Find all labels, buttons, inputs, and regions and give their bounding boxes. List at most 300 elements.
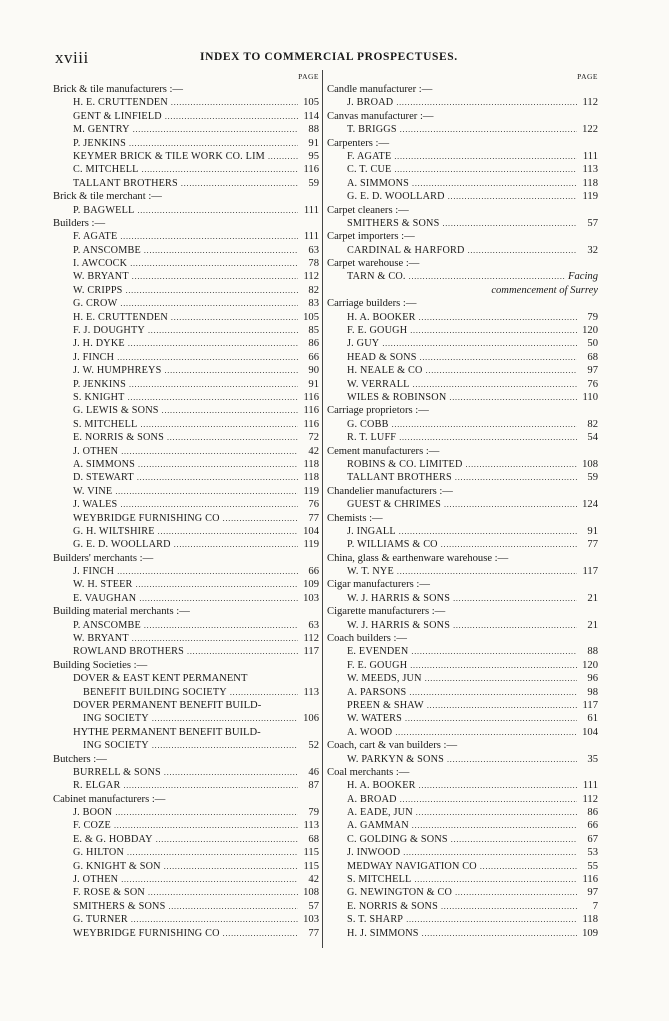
dot-leader — [137, 471, 298, 484]
entry-page-number: 108 — [303, 887, 319, 899]
dot-leader — [455, 886, 577, 899]
entry-name: T. BRIGGS — [347, 124, 397, 136]
entry-page-number: 122 — [582, 124, 598, 136]
entry-page-number: 108 — [582, 458, 598, 470]
dot-leader — [441, 900, 577, 913]
index-entry — [53, 445, 319, 458]
entry-name: C. MITCHELL — [73, 164, 139, 176]
entry-page-number: 96 — [587, 673, 598, 685]
entry-page-number: 86 — [308, 338, 319, 350]
entry-page-number: Facing — [567, 271, 598, 283]
entry-page-number: 76 — [308, 499, 319, 511]
entry-name: MEDWAY NAVIGATION CO — [347, 860, 477, 872]
entry-page-number: 66 — [308, 566, 319, 578]
category-heading: Carpet cleaners :— — [327, 204, 409, 216]
index-entry — [327, 324, 598, 337]
entry-page-number: 91 — [308, 137, 319, 149]
index-column-right — [327, 70, 598, 940]
index-entry — [53, 96, 319, 109]
index-entry — [327, 793, 598, 806]
index-entry — [327, 645, 598, 658]
index-entry — [53, 110, 319, 123]
category-heading: Coal merchants :— — [327, 766, 410, 778]
entry-name: F. ROSE & SON — [73, 887, 145, 899]
dot-leader — [162, 404, 298, 417]
entry-name: H. A. BOOKER — [347, 311, 416, 323]
entry-name: G. TURNER — [73, 914, 128, 926]
category-heading: Building material merchants :— — [53, 606, 190, 618]
entry-name: W. BRYANT — [73, 633, 129, 645]
entry-page-number: 117 — [582, 566, 598, 578]
dot-leader — [399, 525, 577, 538]
index-entry — [327, 163, 598, 176]
entry-name: TALLANT BROTHERS — [347, 472, 452, 484]
index-entry — [53, 886, 319, 899]
entry-name: P. JENKINS — [73, 378, 126, 390]
index-entry — [327, 538, 598, 551]
index-entry — [327, 217, 598, 230]
dot-leader — [406, 913, 577, 926]
entry-page-number: 113 — [582, 164, 598, 176]
index-entry — [53, 284, 319, 297]
index-entry — [53, 900, 319, 913]
entry-page-number: 67 — [587, 833, 598, 845]
index-column-left — [53, 70, 319, 940]
entry-page-number: 105 — [303, 311, 319, 323]
entry-page-number: 104 — [582, 726, 598, 738]
entry-page-number: 46 — [308, 766, 319, 778]
dot-leader — [396, 96, 577, 109]
category-heading: China, glass & earthenware warehouse :— — [327, 552, 509, 564]
index-entry — [53, 512, 319, 525]
index-entry — [327, 351, 598, 364]
entry-name: F. J. DOUGHTY — [73, 325, 145, 337]
dot-leader — [441, 538, 577, 551]
entry-page-number: 97 — [587, 887, 598, 899]
entry-name: C. GOLDING & SONS — [347, 833, 448, 845]
dot-leader — [152, 739, 298, 752]
dot-leader — [399, 431, 577, 444]
entry-name: G. E. D. WOOLLARD — [73, 539, 171, 551]
index-entry — [327, 819, 598, 832]
index-entry — [327, 337, 598, 350]
index-entry — [53, 351, 319, 364]
entry-page-number: 77 — [587, 539, 598, 551]
entry-page-number: 105 — [303, 97, 319, 109]
category-heading: Canvas manufacturer :— — [327, 110, 434, 122]
index-entry — [327, 471, 598, 484]
dot-leader — [164, 766, 298, 779]
entry-name: F. E. GOUGH — [347, 659, 408, 671]
index-entry — [53, 592, 319, 605]
index-entry — [327, 672, 598, 685]
dot-leader — [148, 324, 298, 337]
index-entry — [53, 806, 319, 819]
entry-name: ING SOCIETY — [83, 740, 149, 752]
index-entry — [327, 498, 598, 511]
dot-leader — [400, 793, 577, 806]
index-entry — [53, 525, 319, 538]
dot-leader — [142, 163, 298, 176]
entry-name: J. INGALL — [347, 525, 396, 537]
entry-page-number: 79 — [308, 807, 319, 819]
dot-leader — [394, 163, 577, 176]
dot-leader — [426, 364, 577, 377]
entry-name: ROBINS & CO. LIMITED — [347, 458, 463, 470]
entry-page-number: 52 — [308, 740, 319, 752]
entry-name: H. NEALE & CO — [347, 365, 423, 377]
entry-page-number: 114 — [303, 110, 319, 122]
index-entry — [327, 525, 598, 538]
index-entry — [327, 619, 598, 632]
entry-name: G. KNIGHT & SON — [73, 860, 161, 872]
dot-leader — [397, 565, 577, 578]
index-entry — [53, 913, 319, 926]
entry-name: PREEN & SHAW — [347, 699, 424, 711]
entry-name: J. WALES — [73, 499, 118, 511]
entry-page-number: 63 — [308, 619, 319, 631]
category-heading: Building Societies :— — [53, 659, 148, 671]
entry-name: J. FINCH — [73, 566, 115, 578]
entry-name: D. STEWART — [73, 472, 134, 484]
entry-name: I. AWCOCK — [73, 258, 128, 270]
entry-page-number: 103 — [303, 914, 319, 926]
dot-leader — [223, 927, 298, 940]
entry-page-number: 112 — [582, 793, 598, 805]
entry-page-number: 116 — [303, 164, 319, 176]
dot-leader — [392, 418, 577, 431]
entry-page-number: 120 — [582, 659, 598, 671]
entry-page-number: 21 — [587, 619, 598, 631]
entry-page-number: 113 — [303, 686, 319, 698]
entry-page-number: 119 — [303, 539, 319, 551]
entry-page-number: 87 — [308, 780, 319, 792]
entry-page-number: 118 — [582, 914, 598, 926]
entry-name: P. ANSCOMBE — [73, 244, 141, 256]
dot-leader — [117, 565, 298, 578]
category-heading: Cigarette manufacturers :— — [327, 606, 446, 618]
page-column-label: PAGE — [298, 72, 319, 81]
entry-page-number: 7 — [592, 900, 598, 912]
dot-leader — [129, 378, 298, 391]
index-entry — [327, 886, 598, 899]
entry-page-number: 111 — [582, 150, 598, 162]
index-entry — [53, 311, 319, 324]
index-entry — [327, 659, 598, 672]
entry-name: GENT & LINFIELD — [73, 110, 162, 122]
index-entry — [327, 753, 598, 766]
entry-page-number: 57 — [308, 900, 319, 912]
entry-name: SMITHERS & SONS — [347, 217, 440, 229]
category-heading: Candle manufacturer :— — [327, 84, 433, 95]
index-entry — [327, 860, 598, 873]
entry-page-number: 68 — [308, 833, 319, 845]
index-entry — [53, 632, 319, 645]
dot-leader — [410, 659, 577, 672]
entry-page-number: 116 — [303, 405, 319, 417]
entry-name: A. PARSONS — [347, 686, 407, 698]
index-entry — [327, 833, 598, 846]
entry-page-number: 66 — [308, 351, 319, 363]
entry-name: F. E. GOUGH — [347, 325, 408, 337]
dot-leader — [121, 445, 298, 458]
entry-page-number: 61 — [587, 713, 598, 725]
index-entry — [53, 337, 319, 350]
entry-page-number: 116 — [303, 418, 319, 430]
dot-leader — [136, 578, 298, 591]
entry-name: S. KNIGHT — [73, 391, 125, 403]
entry-page-number: 63 — [308, 244, 319, 256]
index-entry — [327, 311, 598, 324]
entry-page-number: 118 — [582, 177, 598, 189]
index-entry — [53, 404, 319, 417]
entry-page-number: 110 — [582, 391, 598, 403]
entry-page-number: 111 — [303, 231, 319, 243]
entry-name: F. AGATE — [347, 150, 392, 162]
index-entry — [327, 592, 598, 605]
index-entry — [53, 418, 319, 431]
dot-leader — [144, 619, 298, 632]
entry-page-number: 120 — [582, 325, 598, 337]
dot-leader — [422, 927, 577, 940]
dot-leader — [171, 311, 298, 324]
dot-leader — [419, 311, 577, 324]
dot-leader — [455, 471, 577, 484]
dot-leader — [171, 96, 298, 109]
index-entry — [53, 927, 319, 940]
entry-page-number: 118 — [303, 458, 319, 470]
index-entry — [53, 779, 319, 792]
category-heading: Brick & tile manufacturers :— — [53, 84, 184, 95]
entry-name: J. OTHEN — [73, 445, 119, 457]
entry-page-number: 116 — [582, 874, 598, 886]
dot-leader — [164, 860, 298, 873]
dot-leader — [442, 217, 577, 230]
entry-page-number: 54 — [587, 432, 598, 444]
entry-page-number: 109 — [303, 579, 319, 591]
entry-name: W. PARKYN & SONS — [347, 753, 444, 765]
index-entry — [327, 418, 598, 431]
entry-name: ING SOCIETY — [83, 713, 149, 725]
entry-page-number: 72 — [308, 432, 319, 444]
entry-name: W. WATERS — [347, 713, 403, 725]
index-entry — [53, 163, 319, 176]
entry-name: ROWLAND BROTHERS — [73, 646, 185, 658]
entry-name: W. MEEDS, JUN — [347, 673, 422, 685]
entry-page-number: 53 — [587, 847, 598, 859]
index-entry — [327, 900, 598, 913]
dot-leader — [413, 378, 577, 391]
entry-page-number: 55 — [587, 860, 598, 872]
dot-leader — [138, 458, 298, 471]
dot-leader — [409, 686, 577, 699]
entry-name: WEYBRIDGE FURNISHING CO — [73, 512, 220, 524]
entry-page-number: 113 — [303, 820, 319, 832]
dot-leader — [403, 846, 577, 859]
entry-page-number: 59 — [308, 177, 319, 189]
entry-page-number: 88 — [587, 646, 598, 658]
entry-page-number: 111 — [582, 780, 598, 792]
entry-name: WEYBRIDGE FURNISHING CO — [73, 927, 220, 939]
dot-leader — [148, 886, 298, 899]
entry-page-number: 66 — [587, 820, 598, 832]
dot-leader — [117, 351, 298, 364]
index-entry — [327, 391, 598, 404]
entry-page-number: 35 — [587, 753, 598, 765]
index-entry — [53, 244, 319, 257]
page-note: commencement of Surrey — [491, 284, 598, 296]
index-entry — [53, 137, 319, 150]
entry-page-number: 91 — [308, 378, 319, 390]
entry-name: W. VINE — [73, 485, 113, 497]
dot-leader — [480, 860, 577, 873]
dot-leader — [412, 177, 577, 190]
dot-leader — [468, 244, 577, 257]
entry-name: TALLANT BROTHERS — [73, 177, 178, 189]
entry-page-number: 83 — [308, 298, 319, 310]
dot-leader — [411, 645, 577, 658]
entry-page-number: 112 — [303, 271, 319, 283]
dot-leader — [152, 712, 298, 725]
index-entry — [327, 364, 598, 377]
index-entry — [53, 565, 319, 578]
entry-name: W. CRIPPS — [73, 284, 123, 296]
dot-leader — [223, 512, 298, 525]
entry-name: J. BOON — [73, 807, 113, 819]
entry-name: G. H. WILTSHIRE — [73, 525, 155, 537]
dot-leader — [409, 270, 565, 283]
dot-leader — [187, 645, 298, 658]
dot-leader — [156, 833, 298, 846]
entry-name: A. WOOD — [347, 726, 393, 738]
entry-name: SMITHERS & SONS — [73, 900, 166, 912]
entry-name: R. ELGAR — [73, 780, 121, 792]
dot-leader — [382, 337, 577, 350]
index-entry — [53, 819, 319, 832]
dot-leader — [144, 244, 298, 257]
entry-name: S. MITCHELL — [347, 874, 412, 886]
category-heading: Cigar manufacturers :— — [327, 579, 430, 591]
category-heading: Builders' merchants :— — [53, 552, 154, 564]
entry-name: F. COZE — [73, 820, 111, 832]
index-entry — [53, 846, 319, 859]
index-entry — [327, 927, 598, 940]
page-number: xviii — [55, 48, 89, 67]
dot-leader — [131, 913, 298, 926]
entry-page-number: 21 — [587, 592, 598, 604]
dot-leader — [129, 137, 298, 150]
entry-name: C. T. CUE — [347, 164, 392, 176]
entry-page-number: 103 — [303, 592, 319, 604]
index-entry — [53, 324, 319, 337]
entry-name: W. J. HARRIS & SONS — [347, 619, 451, 631]
dot-leader — [115, 485, 298, 498]
entry-page-number: 32 — [587, 244, 598, 256]
dot-leader — [453, 619, 577, 632]
entry-page-number: 97 — [587, 365, 598, 377]
index-entry — [53, 270, 319, 283]
entry-name: F. AGATE — [73, 231, 118, 243]
dot-leader — [165, 110, 298, 123]
entry-page-number: 59 — [587, 472, 598, 484]
index-entry — [53, 739, 319, 752]
dot-leader — [427, 699, 577, 712]
index-entry — [53, 150, 319, 163]
index-entry — [53, 485, 319, 498]
index-entry — [327, 726, 598, 739]
index-entry — [53, 471, 319, 484]
index-entry — [53, 230, 319, 243]
entry-name: J. INWOOD — [347, 847, 401, 859]
dot-leader — [419, 779, 577, 792]
index-entry — [53, 204, 319, 217]
page-title: INDEX TO COMMERCIAL PROSPECTUSES. — [200, 51, 458, 63]
index-entry — [53, 578, 319, 591]
category-heading: Carpet warehouse :— — [327, 258, 420, 270]
entry-name: H. E. CRUTTENDEN — [73, 311, 168, 323]
dot-leader — [127, 846, 298, 859]
entry-page-number: 42 — [308, 445, 319, 457]
dot-leader — [230, 686, 298, 699]
category-heading: Butchers :— — [53, 753, 107, 765]
category-heading: Chemists :— — [327, 512, 383, 524]
index-entry — [327, 150, 598, 163]
page-column-label: PAGE — [577, 72, 598, 81]
dot-leader — [410, 324, 577, 337]
dot-leader — [137, 204, 298, 217]
index-entry — [53, 538, 319, 551]
entry-name: CARDINAL & HARFORD — [347, 244, 465, 256]
index-entry — [327, 712, 598, 725]
entry-name: W. J. HARRIS & SONS — [347, 592, 451, 604]
index-entry — [327, 565, 598, 578]
entry-page-number: 117 — [582, 699, 598, 711]
dot-leader — [268, 150, 298, 163]
dot-leader — [414, 873, 577, 886]
index-entry — [53, 619, 319, 632]
category-heading: Cabinet manufacturers :— — [53, 793, 166, 805]
entry-name: E. NORRIS & SONS — [347, 900, 438, 912]
entry-name: H. A. BOOKER — [347, 780, 416, 792]
index-entry — [327, 873, 598, 886]
entry-name-continued: DOVER & EAST KENT PERMANENT — [73, 673, 248, 685]
dot-leader — [425, 672, 577, 685]
entry-name: G. HILTON — [73, 847, 125, 859]
category-heading: Coach builders :— — [327, 633, 408, 645]
dot-leader — [132, 270, 298, 283]
entry-page-number: 115 — [303, 860, 319, 872]
index-entry — [53, 297, 319, 310]
dot-leader — [140, 418, 298, 431]
entry-name: E. & G. HOBDAY — [73, 833, 153, 845]
index-entry — [53, 431, 319, 444]
entry-page-number: 104 — [303, 525, 319, 537]
entry-page-number: 50 — [587, 338, 598, 350]
entry-name: P. BAGWELL — [73, 204, 135, 216]
entry-name: A. BROAD — [347, 793, 397, 805]
dot-leader — [139, 592, 298, 605]
dot-leader — [126, 284, 298, 297]
entry-name: G. CROW — [73, 298, 118, 310]
entry-page-number: 119 — [303, 485, 319, 497]
dot-leader — [453, 592, 577, 605]
category-heading: Cement manufacturers :— — [327, 445, 440, 457]
dot-leader — [444, 498, 577, 511]
entry-name: W. VERRALL — [347, 378, 410, 390]
dot-leader — [448, 190, 577, 203]
entry-page-number: 86 — [587, 807, 598, 819]
entry-name: J. H. DYKE — [73, 338, 125, 350]
